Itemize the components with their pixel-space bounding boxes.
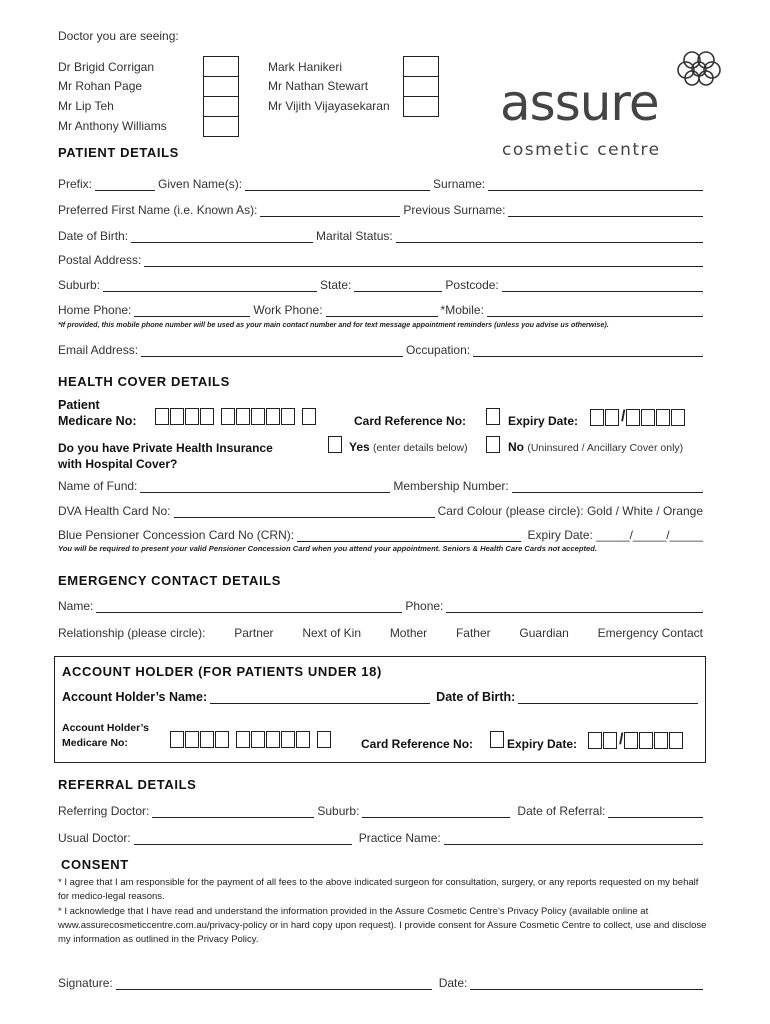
medicare-number-boxes <box>155 408 323 425</box>
practice-name-label: Practice Name: <box>358 831 441 845</box>
consent-paragraph-privacy: * I acknowledge that I have read and understand the information provided in the Assure Cosmetic Centre’s Privacy Policy (available online at www.assurecosmeticcentre.com.au/privacy-policy or in hard copy upon request). I provide consent for Assure Cosmetic Centre to collect, use and disclose my information as outlined in the Privacy Policy. <box>58 906 707 945</box>
dva-label: DVA Health Card No: <box>58 504 171 518</box>
surname-label: Surname: <box>433 177 486 191</box>
occupation-label: Occupation: <box>406 343 471 357</box>
no-note: (Uninsured / Ancillary Cover only) <box>527 442 684 454</box>
doctor-checkbox[interactable] <box>403 56 439 77</box>
account-card-reference-label: Card Reference No: <box>361 737 474 751</box>
account-medicare-digit-box[interactable] <box>251 731 265 748</box>
doctor-checkbox[interactable] <box>403 76 439 97</box>
doctor-checkbox[interactable] <box>203 116 239 137</box>
phone-row <box>58 301 703 317</box>
expiry-year-box[interactable] <box>641 409 655 426</box>
card-reference-box[interactable] <box>486 408 500 425</box>
doctor-checkbox[interactable] <box>203 96 239 117</box>
doctor-checkbox[interactable] <box>203 56 239 77</box>
occupation-field[interactable] <box>473 344 703 357</box>
surname-field[interactable] <box>488 178 703 191</box>
doctor-heading: Doctor you are seeing: <box>58 29 179 43</box>
medicare-digit-box[interactable] <box>236 408 250 425</box>
given-names-label: Given Name(s): <box>158 177 243 191</box>
usual-doctor-label: Usual Doctor: <box>58 831 131 845</box>
account-holder-name-label: Account Holder’s Name: <box>62 690 208 704</box>
previous-surname-label: Previous Surname: <box>403 203 506 217</box>
account-medicare-digit-box[interactable] <box>170 731 184 748</box>
pensioner-card-field[interactable] <box>297 529 520 542</box>
logo-wordmark: assure <box>500 74 659 132</box>
account-medicare-digit-box[interactable] <box>266 731 280 748</box>
slash-icon: / <box>621 408 626 425</box>
expiry-date-label: Expiry Date: <box>508 414 579 428</box>
preferred-name-field[interactable] <box>260 204 400 217</box>
account-holder-dob-label: Date of Birth: <box>436 690 516 704</box>
card-reference-label: Card Reference No: <box>354 414 467 428</box>
usual-doctor-row <box>58 829 703 845</box>
account-medicare-digit-box[interactable] <box>281 731 295 748</box>
account-medicare-digit-box[interactable] <box>200 731 214 748</box>
expiry-date-boxes <box>590 408 686 426</box>
medicare-digit-box[interactable] <box>266 408 280 425</box>
preferred-name-label: Preferred First Name (i.e. Known As): <box>58 203 258 217</box>
postal-address-field[interactable] <box>144 254 703 267</box>
pensioner-row <box>58 526 703 542</box>
emergency-name-label: Name: <box>58 599 94 613</box>
relationship-option-next-of-kin[interactable]: Next of Kin <box>302 626 362 640</box>
fund-name-label: Name of Fund: <box>58 479 138 493</box>
fund-row <box>58 477 703 493</box>
emergency-name-field[interactable] <box>96 600 402 613</box>
emergency-phone-field[interactable] <box>446 600 703 613</box>
emergency-name-row <box>58 597 703 613</box>
date-of-referral-label: Date of Referral: <box>517 804 606 818</box>
referral-details-heading: REFERRAL DETAILS <box>58 777 197 792</box>
account-expiry-year-box[interactable] <box>654 732 668 749</box>
relationship-option-mother[interactable]: Mother <box>389 626 428 640</box>
home-phone-field[interactable] <box>134 304 250 317</box>
relationship-option-father[interactable]: Father <box>455 626 491 640</box>
marital-status-field[interactable] <box>396 230 703 243</box>
private-insurance-question-2: with Hospital Cover? <box>58 457 178 471</box>
account-expiry-year-box[interactable] <box>639 732 653 749</box>
mobile-field[interactable] <box>487 304 703 317</box>
account-holder-name-row <box>62 688 698 704</box>
emergency-phone-label: Phone: <box>405 599 444 613</box>
account-medicare-digit-box[interactable] <box>317 731 331 748</box>
doctor-option-label: Mr Nathan Stewart <box>268 79 369 93</box>
flower-logo-icon <box>672 48 728 88</box>
date-of-referral-field[interactable] <box>608 805 703 818</box>
postcode-label: Postcode: <box>445 278 499 292</box>
practice-name-field[interactable] <box>444 832 703 845</box>
relationship-row <box>58 626 703 640</box>
work-phone-label: Work Phone: <box>253 303 323 317</box>
card-colour-label[interactable]: Card Colour (please circle): Gold / White / Orange <box>437 504 703 518</box>
yes-label: Yes <box>349 440 370 454</box>
mobile-label: *Mobile: <box>440 303 484 317</box>
fund-name-field[interactable] <box>140 480 390 493</box>
health-cover-heading: HEALTH COVER DETAILS <box>58 374 230 389</box>
given-names-field[interactable] <box>245 178 430 191</box>
patient-details-heading: PATIENT DETAILS <box>58 145 179 160</box>
dva-field[interactable] <box>174 505 435 518</box>
signature-field[interactable] <box>116 977 432 990</box>
relationship-option-guardian[interactable]: Guardian <box>519 626 569 640</box>
prefix-field[interactable] <box>95 178 155 191</box>
referral-suburb-field[interactable] <box>362 805 510 818</box>
suburb-label: Suburb: <box>58 278 101 292</box>
account-medicare-boxes <box>170 731 338 748</box>
account-medicare-digit-box[interactable] <box>236 731 250 748</box>
signature-label: Signature: <box>58 976 113 990</box>
insurance-yes-checkbox[interactable] <box>328 436 342 453</box>
doctor-option-label: Mr Anthony Williams <box>58 119 167 133</box>
suburb-row <box>58 276 703 292</box>
slash-icon: / <box>619 731 624 748</box>
signature-date-field[interactable] <box>470 977 703 990</box>
doctor-option-label: Dr Brigid Corrigan <box>58 60 155 74</box>
medicare-digit-box[interactable] <box>281 408 295 425</box>
account-holder-name-field[interactable] <box>210 691 430 704</box>
dob-label: Date of Birth: <box>58 229 129 243</box>
dob-field[interactable] <box>131 230 313 243</box>
state-field[interactable] <box>354 279 442 292</box>
marital-status-label: Marital Status: <box>316 229 393 243</box>
doctor-checkbox[interactable] <box>403 96 439 117</box>
account-medicare-digit-box[interactable] <box>215 731 229 748</box>
doctor-checkbox[interactable] <box>203 76 239 97</box>
membership-label: Membership Number: <box>393 479 509 493</box>
postcode-field[interactable] <box>502 279 703 292</box>
relationship-label: Relationship (please circle): <box>58 626 206 640</box>
pensioner-expiry-label[interactable]: Expiry Date: _____/_____/_____ <box>527 528 703 542</box>
account-holder-medicare-label-2: Medicare No: <box>62 737 128 749</box>
pensioner-note: You will be required to present your valid Pensioner Concession Card when you attend your appointment. Seniors & Health Care Cards not accepted. <box>58 544 597 553</box>
referral-suburb-label: Suburb: <box>317 804 360 818</box>
account-expiry-month-box[interactable] <box>588 732 602 749</box>
prefix-label: Prefix: <box>58 177 93 191</box>
account-expiry-year-box[interactable] <box>624 732 638 749</box>
medicare-digit-box[interactable] <box>251 408 265 425</box>
referral-row <box>58 802 703 818</box>
mobile-note: *If provided, this mobile phone number will be used as your main contact number and for text message appointment reminders (unless you advise us otherwise). <box>58 320 609 329</box>
medicare-digit-box[interactable] <box>200 408 214 425</box>
emergency-contact-heading: EMERGENCY CONTACT DETAILS <box>58 573 282 588</box>
medicare-digit-box[interactable] <box>185 408 199 425</box>
relationship-option-partner[interactable]: Partner <box>234 626 274 640</box>
usual-doctor-field[interactable] <box>134 832 352 845</box>
account-holder-medicare-label-1: Account Holder’s <box>62 722 149 734</box>
account-expiry-boxes <box>588 731 684 749</box>
no-label: No <box>508 440 524 454</box>
work-phone-field[interactable] <box>326 304 438 317</box>
expiry-month-box[interactable] <box>590 409 604 426</box>
medicare-digit-box[interactable] <box>302 408 316 425</box>
patient-name-row <box>58 175 703 191</box>
expiry-month-box[interactable] <box>605 409 619 426</box>
pensioner-card-label: Blue Pensioner Concession Card No (CRN): <box>58 528 295 542</box>
postal-address-label: Postal Address: <box>58 253 142 267</box>
expiry-year-box[interactable] <box>671 409 685 426</box>
account-holder-heading: ACCOUNT HOLDER (FOR PATIENTS UNDER 18) <box>62 664 382 679</box>
medicare-digit-box[interactable] <box>155 408 169 425</box>
email-row <box>58 341 703 357</box>
patient-medicare-label-1: Patient <box>58 398 100 412</box>
account-medicare-digit-box[interactable] <box>296 731 310 748</box>
membership-field[interactable] <box>512 480 703 493</box>
medicare-digit-box[interactable] <box>221 408 235 425</box>
account-expiry-month-box[interactable] <box>603 732 617 749</box>
previous-surname-field[interactable] <box>508 204 703 217</box>
insurance-no-option <box>508 440 683 454</box>
postal-row <box>58 251 703 267</box>
doctor-option-label: Mr Lip Teh <box>58 99 114 113</box>
suburb-field[interactable] <box>103 279 317 292</box>
yes-note: (enter details below) <box>373 442 468 454</box>
private-insurance-question-1: Do you have Private Health Insurance <box>58 441 273 455</box>
patient-medicare-label-2: Medicare No: <box>58 414 137 428</box>
insurance-yes-option <box>349 440 468 454</box>
email-label: Email Address: <box>58 343 139 357</box>
referring-doctor-label: Referring Doctor: <box>58 804 150 818</box>
dob-row <box>58 227 703 243</box>
account-card-reference-box[interactable] <box>490 731 504 748</box>
relationship-option-emergency-contact[interactable]: Emergency Contact <box>597 626 703 640</box>
expiry-year-box[interactable] <box>626 409 640 426</box>
doctor-option-label: Mr Vijith Vijayasekaran <box>268 99 390 113</box>
email-field[interactable] <box>141 344 403 357</box>
consent-heading: CONSENT <box>61 857 129 872</box>
logo-tagline: cosmetic centre <box>502 140 661 160</box>
expiry-year-box[interactable] <box>656 409 670 426</box>
account-expiry-year-box[interactable] <box>669 732 683 749</box>
state-label: State: <box>320 278 352 292</box>
signature-date-label: Date: <box>438 976 468 990</box>
doctor-option-label: Mark Hanikeri <box>268 60 343 74</box>
home-phone-label: Home Phone: <box>58 303 132 317</box>
preferred-name-row <box>58 201 703 217</box>
medicare-digit-box[interactable] <box>170 408 184 425</box>
doctor-option-label: Mr Rohan Page <box>58 79 143 93</box>
account-medicare-digit-box[interactable] <box>185 731 199 748</box>
account-holder-dob-field[interactable] <box>518 691 698 704</box>
referring-doctor-field[interactable] <box>152 805 314 818</box>
insurance-no-checkbox[interactable] <box>486 436 500 453</box>
consent-paragraph-fees: * I agree that I am responsible for the payment of all fees to the above indicated surgeon for consultation, surgery, or any reports requested on my behalf for medico-legal reasons. <box>58 877 699 902</box>
account-expiry-label: Expiry Date: <box>507 737 578 751</box>
dva-row <box>58 502 703 518</box>
signature-row <box>58 974 703 990</box>
